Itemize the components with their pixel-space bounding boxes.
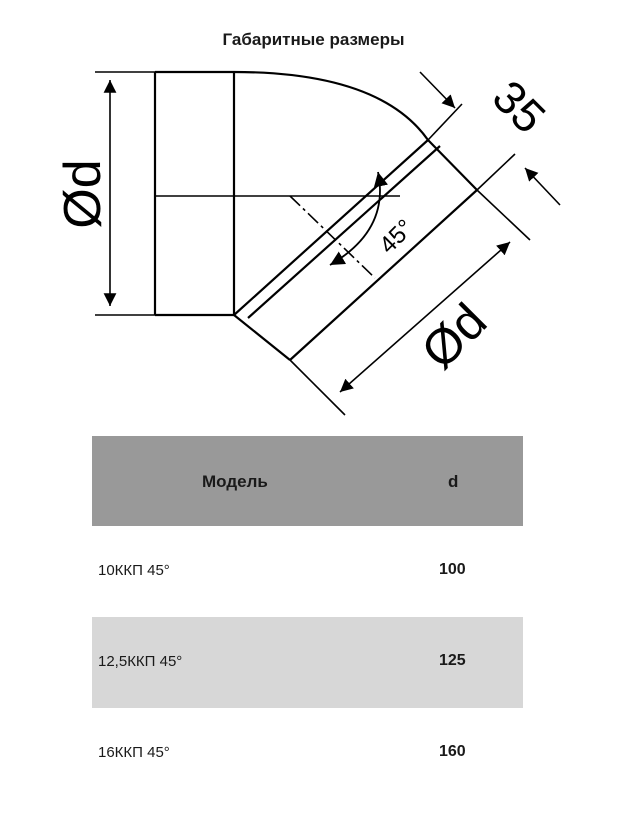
table-header: [92, 436, 523, 526]
table-row: [92, 708, 523, 799]
right-diameter-label: Ød: [410, 292, 498, 380]
model-cell: 12,5ККП 45°: [98, 653, 183, 670]
table-row: [92, 617, 523, 708]
elbow-outline: [155, 72, 477, 360]
page-title: Габаритные размеры: [222, 30, 405, 49]
model-cell: 16ККП 45°: [98, 744, 170, 761]
diameter-cell: 125: [439, 652, 466, 669]
column-header-model: Модель: [202, 472, 268, 491]
column-header-d: d: [448, 472, 459, 491]
length-label: 35: [482, 70, 556, 144]
diameter-cell: 100: [439, 561, 466, 578]
model-cell: 10ККП 45°: [98, 562, 170, 579]
angle-label: 45°: [374, 214, 420, 260]
diameter-cell: 160: [439, 743, 466, 760]
left-diameter-label: Ød: [54, 159, 112, 229]
right-diameter-dimension: [290, 190, 530, 415]
angle-arc: [330, 172, 380, 265]
table-row: [92, 526, 523, 617]
spec-table: [92, 436, 523, 799]
